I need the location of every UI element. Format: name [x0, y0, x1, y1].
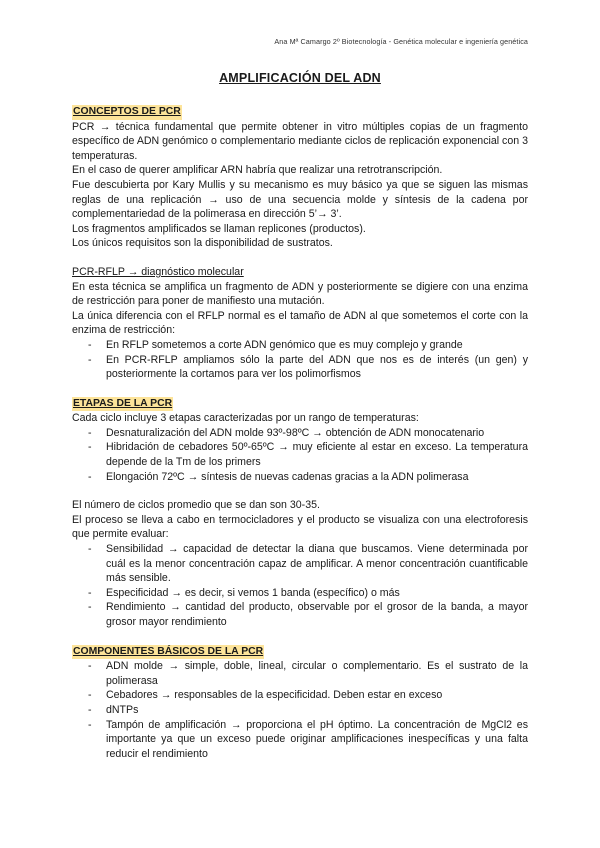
- list-item: - En RFLP sometemos a corte ADN genómico que es muy complejo y grande: [106, 338, 528, 353]
- paragraph: El número de ciclos promedio que se dan son 30-35.: [72, 499, 320, 512]
- section-heading-conceptos: CONCEPTOS DE PCR: [72, 105, 182, 120]
- list-item: - Cebadores → responsables de la especificidad. Deben estar en exceso: [106, 688, 528, 703]
- section-componentes: [72, 644, 528, 762]
- paragraph: Los fragmentos amplificados se llaman replicones (productos).: [72, 222, 366, 235]
- list-item: - ADN molde → simple, doble, lineal, circular o complementario. Es el sustrato de la polimerasa: [106, 659, 528, 688]
- section-conceptos: [72, 104, 528, 382]
- subsection-heading-pcr-rflp: PCR-RFLP → diagnóstico molecular: [72, 265, 244, 278]
- document-body: [72, 104, 528, 761]
- list-item: - Hibridación de cebadores 50º-65ºC → muy eficiente al estar en exceso. La temperatura depende de la Tm de los primers: [106, 440, 528, 469]
- document-title: AMPLIFICACIÓN DEL ADN: [219, 71, 381, 85]
- running-header: Ana Mª Camargo 2º Biotecnología - Genética molecular e ingeniería genética: [274, 37, 528, 46]
- section-etapas: [72, 396, 528, 630]
- paragraph: La única diferencia con el RFLP normal es el tamaño de ADN al que sometemos el corte con la enzima de restricción:: [72, 309, 528, 337]
- list-item: - Elongación 72ºC → síntesis de nuevas cadenas gracias a la ADN polimerasa: [106, 470, 528, 485]
- paragraph: Fue descubierta por Kary Mullis y su mecanismo es muy básico ya que se siguen las mismas reglas de una replicación → uso de una secuencia molde y síntesis de la cadena por complementariedad de la polimerasa en dirección 5’→ 3’.: [72, 178, 528, 221]
- list-item: - En PCR-RFLP ampliamos sólo la parte del ADN que nos es de interés (un gen) y posteriormente la cortamos para ver los polimorfismos: [106, 353, 528, 382]
- paragraph: En esta técnica se amplifica un fragmento de ADN y posteriormente se digiere con una enzima de restricción para poner de manifiesto una mutación.: [72, 280, 528, 308]
- list-item: - Rendimiento → cantidad del producto, observable por el grosor de la banda, a mayor grosor mayor rendimiento: [106, 600, 528, 629]
- bullet-list: [72, 659, 528, 761]
- list-item: - dNTPs: [106, 703, 528, 718]
- bullet-list: [72, 338, 528, 382]
- bullet-list: [72, 542, 528, 630]
- paragraph: PCR → técnica fundamental que permite obtener in vitro múltiples copias de un fragmento específico de ADN genómico o complementario mediante ciclos de replicación exponencial con 3 temperaturas.: [72, 120, 528, 162]
- bullet-list: [72, 426, 528, 484]
- list-item: - Sensibilidad → capacidad de detectar la diana que buscamos. Viene determinada por cuál es la menor concentración capaz de amplificar. A menor concentración cuantificable más sensible.: [106, 542, 528, 586]
- paragraph: El proceso se lleva a cabo en termocicladores y el producto se visualiza con una electroforesis que permite evaluar:: [72, 513, 528, 541]
- list-item: - Especificidad → es decir, si vemos 1 banda (específico) o más: [106, 586, 528, 601]
- list-item: - Desnaturalización del ADN molde 93º-98ºC → obtención de ADN monocatenario: [106, 426, 528, 441]
- paragraph: Cada ciclo incluye 3 etapas caracterizadas por un rango de temperaturas:: [72, 412, 419, 425]
- section-heading-componentes: COMPONENTES BÁSICOS DE LA PCR: [72, 645, 264, 660]
- list-item: - Tampón de amplificación → proporciona el pH óptimo. La concentración de MgCl2 es importante ya que un exceso puede originar amplificaciones inespecíficas y una falta reducir el rendimiento: [106, 718, 528, 762]
- paragraph: En el caso de querer amplificar ARN habría que realizar una retrotranscripción.: [72, 164, 443, 177]
- section-heading-etapas: ETAPAS DE LA PCR: [72, 397, 173, 412]
- paragraph: Los únicos requisitos son la disponibilidad de sustratos.: [72, 237, 333, 250]
